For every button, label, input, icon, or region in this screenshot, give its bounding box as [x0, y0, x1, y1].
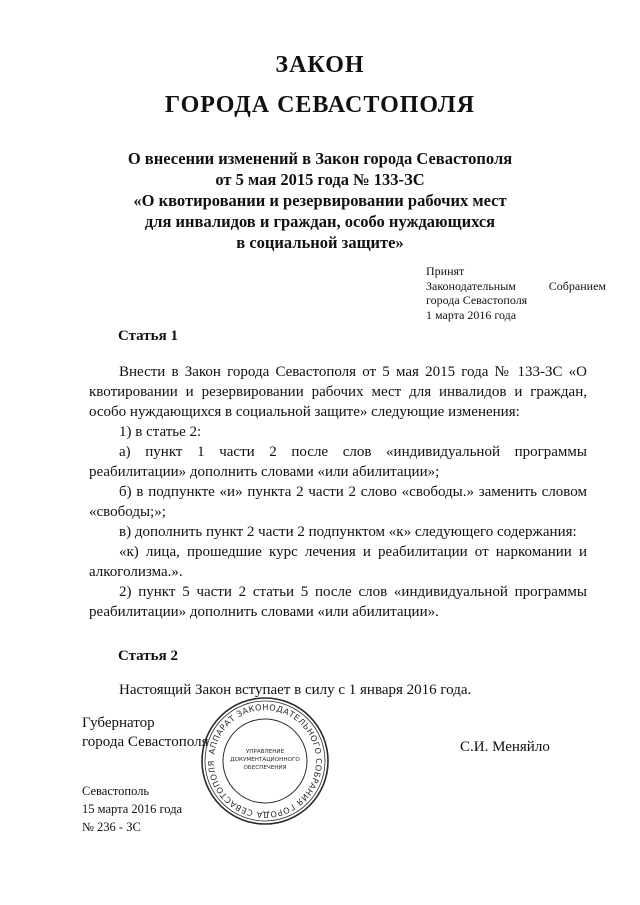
- footer-date: 15 марта 2016 года: [82, 802, 183, 816]
- adoption-note-line-3: города Севастополя: [426, 293, 528, 307]
- subtitle-line-2: от 5 мая 2015 года № 133-ЗС: [215, 170, 425, 189]
- adoption-note: [426, 264, 606, 322]
- article-1-item-2: 2) пункт 5 части 2 статьи 5 после слов «индивидуальной программы реабилитации» дополнить словами «или абилитации».: [89, 584, 587, 620]
- official-stamp-seal: [199, 695, 331, 827]
- article-1-item-1b: б) в подпункте «и» пункта 2 части 2 слово «свободы.» заменить словом «свободы;»;: [89, 484, 587, 520]
- article-1-intro: Внести в Закон города Севастополя от 5 мая 2015 года № 133-ЗС «О квотировании и резервировании рабочих мест для инвалидов и граждан, особо нуждающихся в социальной защите» следующие изменения:: [89, 364, 587, 420]
- signer-name: С.И. Меняйло: [460, 739, 550, 755]
- article-1-item-1a: а) пункт 1 части 2 после слов «индивидуальной программы реабилитации» дополнить словами «или абилитации»;: [89, 444, 587, 480]
- law-subtitle: [90, 148, 550, 253]
- footer-number: № 236 - ЗС: [82, 820, 141, 834]
- governor-title: [82, 714, 209, 752]
- article-1-heading: Статья 1: [118, 328, 178, 344]
- adoption-date: 1 марта 2016 года: [426, 307, 517, 322]
- subtitle-line-1: О внесении изменений в Закон города Севастополя: [127, 149, 513, 168]
- article-1-item-1c: в) дополнить пункт 2 части 2 подпунктом «к» следующего содержания:: [119, 524, 577, 540]
- law-issuer-title: ГОРОДА СЕВАСТОПОЛЯ: [164, 92, 476, 118]
- article-1-item-1c-quote: «к) лица, прошедшие курс лечения и реабилитации от наркомании и алкоголизма.».: [89, 544, 587, 580]
- stamp-center-line-1: УПРАВЛЕНИЕ: [245, 749, 285, 755]
- governor-title-line-2: города Севастополя: [82, 734, 209, 750]
- subtitle-line-4: для инвалидов и граждан, особо нуждающихся: [144, 212, 496, 231]
- article-2-text: Настоящий Закон вступает в силу с 1 января 2016 года.: [119, 682, 472, 698]
- article-2-heading: Статья 2: [118, 648, 178, 664]
- stamp-center-line-3: ОБЕСПЕЧЕНИЯ: [243, 765, 287, 771]
- article-2-body: [89, 680, 587, 700]
- stamp-center-line-2: ДОКУМЕНТАЦИОННОГО: [230, 757, 300, 763]
- subtitle-line-3: «О квотировании и резервировании рабочих мест: [133, 191, 507, 210]
- document-footer: [82, 782, 182, 836]
- adoption-note-line-1: Принят: [426, 264, 465, 278]
- adoption-note-word-1: Законодательным: [426, 278, 516, 293]
- adoption-note-word-2: Собранием: [548, 278, 606, 293]
- article-1-item-1: 1) в статье 2:: [119, 424, 202, 440]
- stamp-ring-text: АППАРАТ ЗАКОНОДАТЕЛЬНОГО СОБРАНИЯ ГОРОДА СЕВАСТОПОЛЯ: [205, 701, 325, 821]
- law-title: ЗАКОН: [275, 52, 365, 78]
- footer-city: Севастополь: [82, 784, 150, 798]
- article-1-body: [89, 362, 587, 622]
- subtitle-line-5: в социальной защите»: [236, 233, 404, 252]
- governor-title-line-1: Губернатор: [82, 715, 155, 731]
- adoption-note-line-2: [426, 279, 606, 294]
